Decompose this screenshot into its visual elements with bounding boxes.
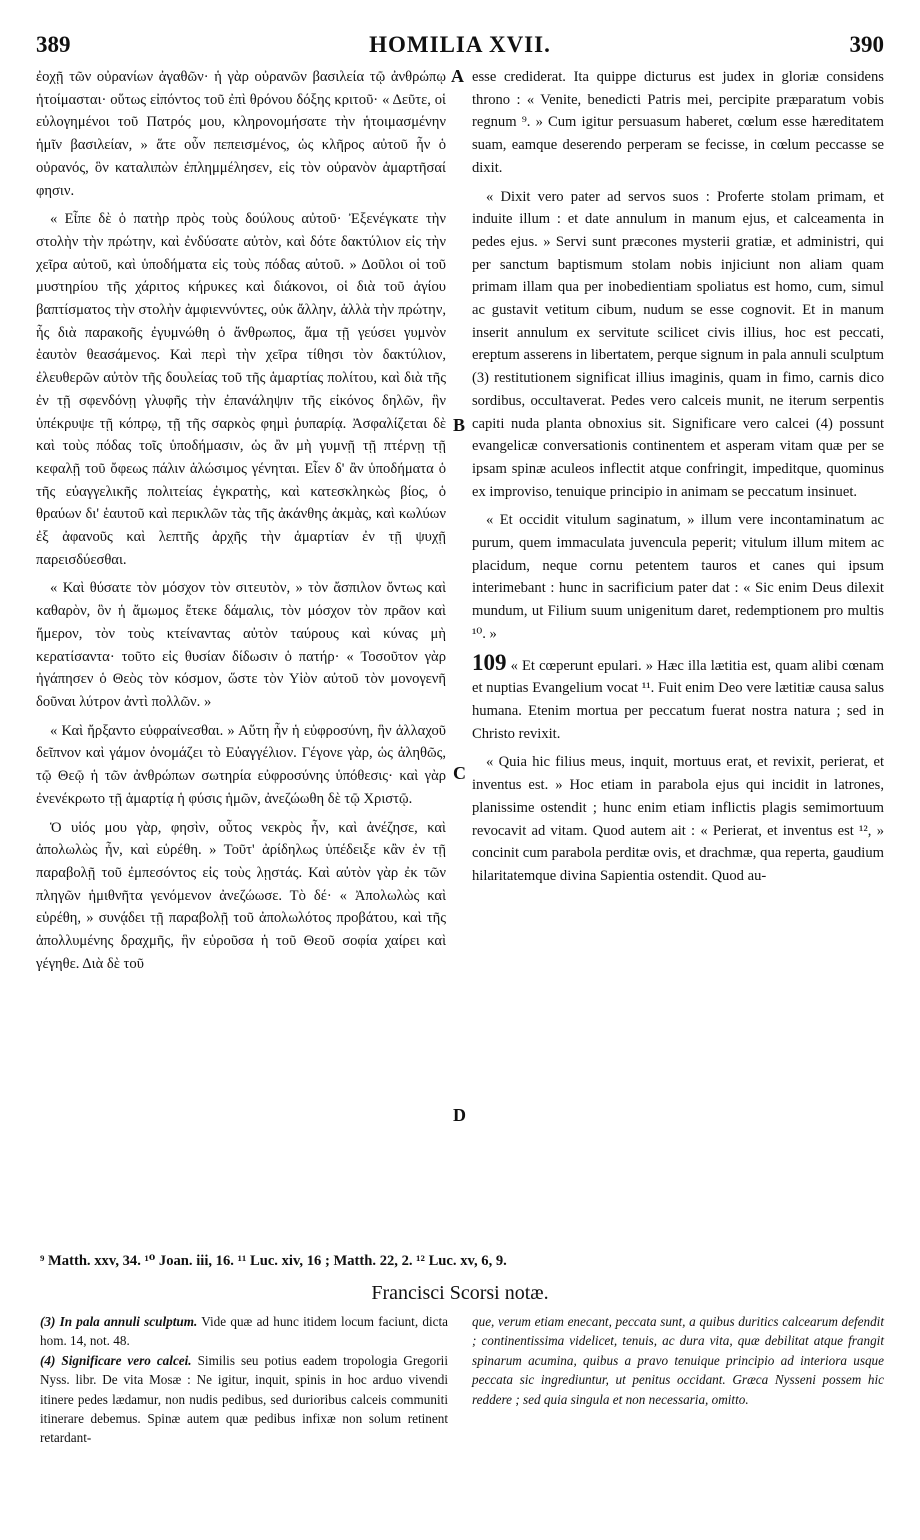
- note-text: Similis seu potius eadem tropologia Gregorii Nyss. libr. De vita Mosæ : Ne igitur, inquit, spinis in hoc arduo vivendi itinere pedes lædamur, non nudis pedibus, sed durioribus calceis communiti itinerare debemus. Spinæ autem quæ pedibus infixæ non solum retinent retardant-: [40, 1352, 448, 1446]
- note-label: (3) In pala annuli sculptum.: [40, 1314, 198, 1329]
- notes-right-column: [472, 1312, 884, 1409]
- greek-paragraph: Ὁ υἱός μου γὰρ, φησὶν, οὗτος νεκρὸς ἦν, καὶ ἀνέζησε, καὶ ἀπολωλὼς ἦν, καὶ εὑρέθη. » Τοῦτ' ἀρίδηλως ὑπέδειξε κἂν ἐν τῇ παραβολῇ τοῦ ἐμπεσόντος εἰς τοὺς λῃστάς. Καὶ αὐτὸν γὰρ ἐκ τῶν πληγῶν ἡμιθνῆτα γενόμενον ἀνεζώωσε. Τὸ δέ· « Ἀπολωλὼς καὶ εὑρέθη, » συνᾴδει τῇ παραβολῇ τοῦ ἀπολωλότος προβάτου, καὶ τῆς ἀπολλυμένης δραχμῆς, ἣν εὑροῦσα ἡ τοῦ Θεοῦ σοφία χαίρει καὶ γέγηθε. Διὰ δὲ τοῦ: [36, 819, 446, 972]
- margin-letter-d: D: [453, 1105, 466, 1125]
- page-number-left: 389: [36, 32, 71, 57]
- page-title: HOMILIA XVII.: [369, 32, 551, 57]
- latin-paragraph: « Et occidit vitulum saginatum, » illum vere incontaminatum ac purum, quem immaculata juvencula peperit; vitulum illum mitem ac placidum, neque cornu petentem tauros et canes qui ipsum interimebant : hunc in sacrificium pater dat : « Sic enim Deus dilexit mundum, ut Filium suum unigenitum daret, redemptionem pro multis ¹⁰. »: [472, 512, 884, 642]
- notes-left-column: [40, 1312, 448, 1448]
- greek-paragraph: « Καὶ ἤρξαντο εὐφραίνεσθαι. » Αὕτη ἦν ἡ εὐφροσύνη, ἣν ἀλλαχοῦ δεῖπνον καὶ γάμον ὀνομάζει τὸ Εὐαγγέλιον. Γέγονε γὰρ, ὡς ἀληθῶς, τῷ Θεῷ ἡ τῶν ἀνθρώπων σωτηρία εὐφροσύνης ὑπόθεσις· καὶ γὰρ ἐνενέκρωτο τῇ ἁμαρτίᾳ ἡ φύσις ἡμῶν, ἀνεζώωθη δὲ τῷ Χριστῷ.: [36, 722, 446, 807]
- section-number: 109: [472, 649, 507, 675]
- greek-paragraph: « Καὶ θύσατε τὸν μόσχον τὸν σιτευτὸν, » τὸν ἄσπιλον ὄντως καὶ καθαρὸν, ὃν ἡ ἄμωμος ἔτεκε δάμαλις, τὸν μόσχον τὸν πρᾶον καὶ ἥμερον, τὸν τοὺς κτείναντας αὐτὸν ταύρους καὶ κύνας μὴ κερατίσαντα· τοῦτο εἰς θυσίαν δίδωσιν ὁ πατήρ· « Τοσοῦτον γὰρ ἠγάπησεν ὁ Θεὸς τὸν κόσμον, ὥστε τὸν Υἱὸν αὐτοῦ τὸν μονογενῆ δοῦναι λύτρον ἀντὶ πολλῶν. »: [36, 580, 446, 710]
- note-text: Vide quæ ad hunc itidem locum faciunt, dicta hom. 14, not. 48.: [40, 1314, 449, 1349]
- margin-letter-a: A: [451, 66, 464, 86]
- note-item: [40, 1351, 448, 1448]
- latin-paragraph: esse crediderat. Ita quippe dicturus est judex in gloriæ considens throno : « Venite, benedicti Patris mei, percipite præparatum vobis regnum ⁹. » Cum igitur persuasum haberet, cœlum esse hæreditatem suam, eamque deserendo perperam se fecisse, in cœlum peccasse se dixit.: [472, 69, 884, 176]
- latin-paragraph-text: « Et cœperunt epulari. » Hæc illa lætitia est, quam alibi cœnam et nuptias Evangelium vocat ¹¹. Fuit enim Deo vere lætitiæ causa salus humana. Etenim mortua per peccatum fuerat nostra natura ; sed in Christo revixit.: [472, 657, 884, 742]
- margin-letter-b: B: [453, 415, 466, 435]
- note-item: [40, 1312, 448, 1351]
- notes-title: Francisci Scorsi notæ.: [371, 1282, 549, 1304]
- latin-paragraph: « Dixit vero pater ad servos suos : Proferte stolam primam, et induite illum : et date annulum in manum ejus, et calceamenta in pedes ejus. » Servi sunt præcones mysterii gratiæ, et administri, qui per sanctum baptismum stolam nobis injiciunt non aliam quam primam illam qua per inobedientiam spoliatus est homo, cum, simul ac gustavit vetitum cibum, nudum se esse cognovit. Et in manum inserit annulum ex servitute scilicet civis illius, hoc est peccati, ereptum asserens in libertatem, perque signum in pala annuli sculptum (3) restitutionem significat illius imaginis, quam in fimo, carnis dico sordibus, occultaverat. Pedes vero calceis munit, ne iterum serpentis capiti nuda planta obnoxius sit. Significare vero calcei (4) possunt evangelicæ conversationis continentem et asperam vitam quæ per se ipsam spinæ aculeos inflectit atque confringit, impeditque, quominus ex improviso, tenuique principio in animam se peccatum insinuet.: [472, 188, 884, 500]
- latin-paragraph: [472, 649, 884, 746]
- footnotes: ⁹ Matth. xxv, 34. ¹⁰ Joan. iii, 16. ¹¹ Luc. xiv, 16 ; Matth. 22, 2. ¹² Luc. xv, 6, 9.: [40, 1253, 507, 1269]
- page-number-right: 390: [849, 32, 884, 57]
- page-header: [36, 22, 884, 58]
- margin-letter-c: C: [453, 763, 466, 783]
- greek-paragraph: ἐοχῇ τῶν οὐρανίων ἀγαθῶν· ἡ γὰρ οὐρανῶν βασιλεία τῷ ἀνθρώπῳ ἡτοίμασται· οὕτως εἰπόντος τοῦ ἐπὶ θρόνου δόξης κριτοῦ· « Δεῦτε, οἱ εὐλογημένοι τοῦ Πατρός μου, κληρονομήσατε τὴν ἡτοιμασμένην ἡμῖν βασιλείαν, » ἅτε οὖν πεπεισμένος, ὡς κλῆρος αὐτοῦ ἦν ὁ οὐρανός, ὃν καταλιπὼν ἐπλημμέλησεν, εἰς τὸν οὐρανὸν ἁμαρτῆσαί φησιν.: [36, 69, 446, 199]
- greek-paragraph: « Εἶπε δὲ ὁ πατὴρ πρὸς τοὺς δούλους αὐτοῦ· Ἐξενέγκατε τὴν στολὴν τὴν πρώτην, καὶ ἐνδύσατε αὐτὸν, καὶ δότε δακτύλιον εἰς τὴν χεῖρα αὐτοῦ, καὶ ὑποδήματα εἰς τοὺς πόδας αὐτοῦ. » Δοῦλοι οἱ τοῦ μυστηρίου τῆς χάριτος κήρυκες καὶ διάκονοι, οἱ διὰ τοῦ ἁγίου βαπτίσματος τὴν στολὴν ἀμφιεννύντες, οὐκ ἄλλην, ἀλλὰ τὴν πρώτην, ἧς διὰ παρακοῆς ἐγυμνώθη ὁ ἄνθρωπος, ἅμα τῇ γεύσει γυμνὸν ἑαυτὸν θεασάμενος. Καὶ περὶ τὴν χεῖρα τίθησι τὸν δακτύλιον, ἐλευθερῶν αὐτὸν τῆς δουλείας τοῦ τῆς ἁμαρτίας πολίτου, καὶ διὰ τῆς ἐν τῇ σφενδόνῃ γλυφῆς τὴν ἐπανάληψιν τῆς εἰκόνος δηλῶν, ἣν ὑπέκρυψε τῇ κόπρῳ, τῇ τῆς σαρκὸς φημὶ ῥυπαρίᾳ. Ἀσφαλίζεται δὲ καὶ τοὺς πόδας τοῖς ὑποδήμασιν, ὡς ἂν μὴ γυμνῇ τῇ πτέρνῃ τῇ κεφαλῇ τοῦ ὄφεως πάλιν ἁλώσιμος γένηται. Εἶεν δ' ἂν ὑποδήματα ὁ τῆς εὐαγγελικῆς πολιτείας ἐγκρατὴς, καὶ κατεσκληκὼς βίος, ὁ θραύων δι' ἑαυτοῦ καὶ περικλῶν τὰς τῆς ἀκάνθης ἀκμὰς, καὶ κωλύων ἐξ ἀφανοῦς καὶ λεπτῆς ἀρχῆς τὴν ἁμαρτίαν ἐν τῇ ψυχῇ παρεισδύεσθαι.: [36, 211, 446, 568]
- note-continuation: que, verum etiam enecant, peccata sunt, a quibus duritics calcearum defendit ; continentissima videlicet, tenuis, ac dura vita, quæ debilitat atque frangit spinarum acumina, quibus a pravo tenuique principio ad interiora usque peccata sic ingrediuntur, ut penitus occidant. Græca Nysseni possem hic reddere ; sed quia singula et non necessaria, omitto.: [472, 1314, 884, 1407]
- latin-paragraph: « Quia hic filius meus, inquit, mortuus erat, et revixit, perierat, et inventus est. » Hoc etiam in parabola ejus qui incidit in latrones, planissime ostendit ; hunc enim etiam inflictis plagis semimortuum revocavit ad vitam. Quod autem ait : « Perierat, et inventus est ¹², » concinit cum parabola perditæ ovis, et drachmæ, qua reperta, gaudium hilaritatemque divina Sapientia ostendit. Quod au-: [472, 754, 884, 884]
- note-label: (4) Significare vero calcei.: [40, 1352, 192, 1368]
